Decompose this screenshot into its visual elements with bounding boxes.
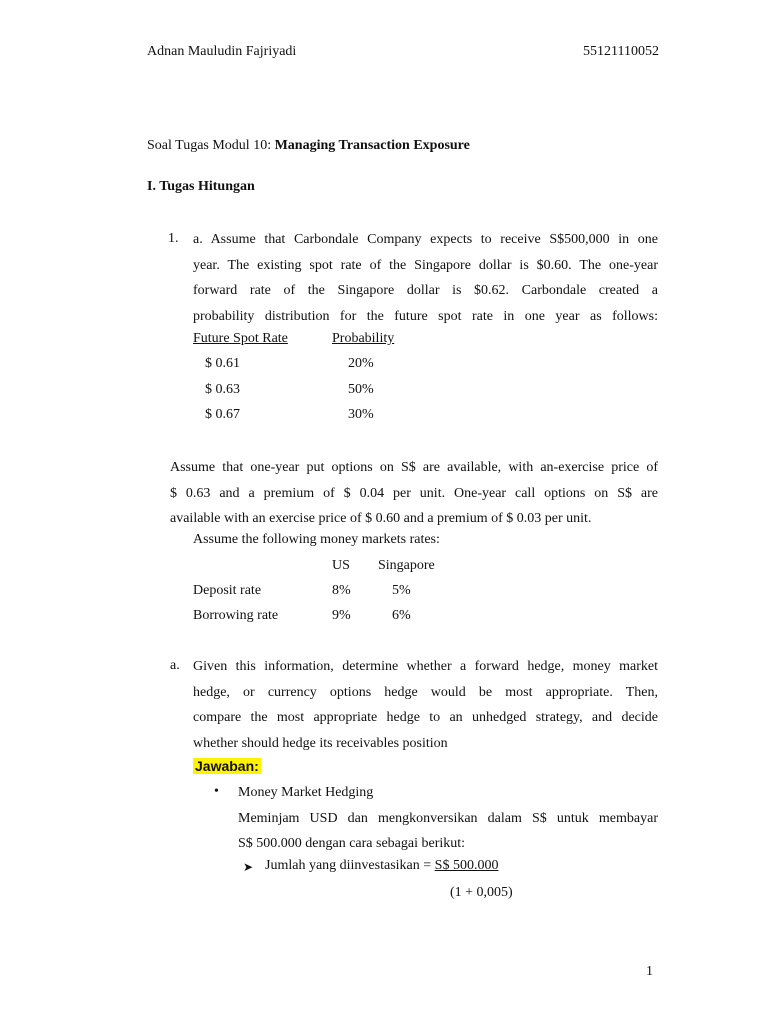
- question-a-line: compare the most appropriate hedge to an unhedged strategy, and decide: [193, 710, 658, 725]
- formula-label: Jumlah yang diinvestasikan =: [265, 858, 435, 873]
- answer-label: [193, 758, 261, 774]
- probability-value: 30%: [348, 407, 374, 422]
- header-us: US: [332, 558, 350, 573]
- us-rate: 8%: [332, 583, 351, 598]
- question-a-paragraph: [193, 654, 658, 756]
- question-a-line: hedge, or currency options hedge would be most appropriate. Then,: [193, 684, 658, 700]
- question-a-line: Given this information, determine whether a forward hedge, money market: [193, 659, 658, 674]
- title-topic: Managing Transaction Exposure: [274, 138, 470, 153]
- formula-denominator: (1 + 0,005): [450, 885, 513, 900]
- sg-rate: 6%: [392, 608, 411, 623]
- header-probability: Probability: [332, 331, 395, 346]
- probability-value: 20%: [348, 356, 374, 371]
- us-rate: 9%: [332, 608, 351, 623]
- money-market-title: Assume the following money markets rates:: [193, 532, 440, 547]
- spot-rate-value: $ 0.61: [205, 356, 240, 371]
- header-author: Adnan Mauludin Fajriyadi: [147, 44, 297, 59]
- sg-rate: 5%: [392, 583, 411, 598]
- question1-line: probability distribution for the future spot rate in one year as follows:: [193, 308, 658, 324]
- title-prefix: Soal Tugas Modul 10:: [147, 138, 275, 153]
- spot-rate-value: $ 0.67: [205, 407, 240, 422]
- options-paragraph: [170, 455, 658, 532]
- header-singapore: Singapore: [378, 558, 435, 573]
- spot-rate-value: $ 0.63: [205, 382, 240, 397]
- question-a-line: whether should hedge its receivables position: [193, 735, 448, 751]
- bullet-icon: •: [214, 784, 219, 799]
- question1-line: forward rate of the Singapore dollar is $0.62. Carbondale created a: [193, 283, 658, 298]
- question1-line: a. Assume that Carbondale Company expects to receive S$500,000 in one: [193, 232, 658, 247]
- arrow-bullet-icon: ➤: [243, 860, 254, 874]
- section-heading: I. Tugas Hitungan: [147, 179, 255, 194]
- bullet-title: Money Market Hedging: [238, 785, 374, 800]
- page-number: 1: [646, 964, 653, 979]
- formula-line: [265, 858, 498, 874]
- question1-paragraph: [193, 227, 658, 329]
- rate-label: Borrowing rate: [193, 608, 279, 623]
- options-line: $ 0.63 and a premium of $ 0.04 per unit. One-year call options on S$ are: [170, 485, 658, 501]
- header-student-id: 55121110052: [583, 44, 659, 59]
- rate-label: Deposit rate: [193, 583, 262, 598]
- probability-value: 50%: [348, 382, 374, 397]
- question1-line: year. The existing spot rate of the Singapore dollar is $0.60. The one-year: [193, 257, 658, 273]
- assignment-title: [147, 138, 470, 154]
- answer-highlight: Jawaban:: [195, 758, 259, 774]
- money-market-hedging-block: [238, 780, 658, 857]
- header-future-spot-rate: Future Spot Rate: [193, 331, 288, 346]
- question-a-label: a.: [170, 658, 180, 673]
- options-line: Assume that one-year put options on S$ are available, with an-exercise price of: [170, 460, 658, 475]
- question-number: 1.: [168, 231, 179, 246]
- bullet-line: S$ 500.000 dengan cara sebagai berikut:: [238, 836, 466, 851]
- formula-numerator: S$ 500.000: [434, 858, 499, 873]
- bullet-line: Meminjam USD dan mengkonversikan dalam S$ untuk membayar: [238, 810, 658, 826]
- options-line: available with an exercise price of $ 0.60 and a premium of $ 0.03 per unit.: [170, 511, 592, 526]
